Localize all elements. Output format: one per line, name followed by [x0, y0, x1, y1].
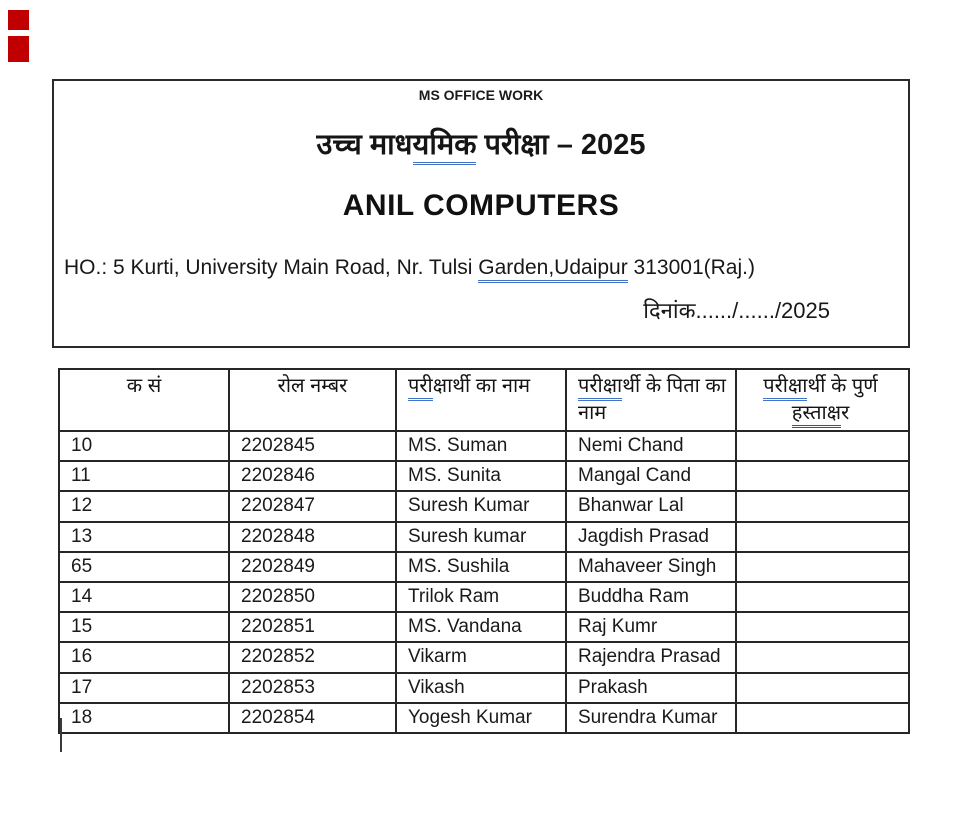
cell-roll[interactable]: 2202846 [229, 461, 396, 491]
address-text: 313001(Raj.) [627, 256, 755, 279]
cell-serial[interactable]: 17 [59, 673, 229, 703]
exam-title-text: उच्च माध [316, 129, 413, 161]
cell-roll[interactable]: 2202845 [229, 431, 396, 461]
cell-father[interactable]: Nemi Chand [566, 431, 736, 461]
cell-name[interactable]: Yogesh Kumar [396, 703, 566, 733]
cell-name[interactable]: MS. Sushila [396, 552, 566, 582]
cell-serial[interactable]: 13 [59, 522, 229, 552]
cell-signature[interactable] [736, 703, 909, 733]
table-row [59, 642, 909, 672]
cell-father[interactable]: Mahaveer Singh [566, 552, 736, 582]
table-row [59, 461, 909, 491]
table-row [59, 431, 909, 461]
text-cursor-caret[interactable] [60, 718, 62, 752]
cell-name[interactable]: MS. Vandana [396, 612, 566, 642]
table-row [59, 673, 909, 703]
cell-signature[interactable] [736, 673, 909, 703]
cell-signature[interactable] [736, 552, 909, 582]
cell-roll[interactable]: 2202852 [229, 642, 396, 672]
cell-roll[interactable]: 2202851 [229, 612, 396, 642]
cell-father[interactable]: Jagdish Prasad [566, 522, 736, 552]
header-serial: क सं [59, 369, 229, 431]
cell-name[interactable]: Suresh Kumar [396, 491, 566, 521]
grammar-flagged-text: परी [408, 375, 433, 401]
cell-serial[interactable]: 14 [59, 582, 229, 612]
table-header-row [59, 369, 909, 431]
exam-title [54, 127, 908, 163]
exam-title-text: परीक्षा – 2025 [476, 129, 646, 161]
candidate-table [58, 368, 910, 734]
cell-serial[interactable]: 11 [59, 461, 229, 491]
cell-serial[interactable]: 18 [59, 703, 229, 733]
cell-father[interactable]: Raj Kumr [566, 612, 736, 642]
cell-father[interactable]: Surendra Kumar [566, 703, 736, 733]
table-row [59, 491, 909, 521]
cell-signature[interactable] [736, 461, 909, 491]
grammar-flagged-text: परीक्षा [763, 375, 807, 401]
cell-signature[interactable] [736, 522, 909, 552]
cell-serial[interactable]: 12 [59, 491, 229, 521]
table-row [59, 612, 909, 642]
header-roll: रोल नम्बर [229, 369, 396, 431]
cell-serial[interactable]: 65 [59, 552, 229, 582]
cell-serial[interactable]: 10 [59, 431, 229, 461]
table-row [59, 582, 909, 612]
header-father-name: परीक्षार्थी के पिता का नाम [566, 369, 736, 431]
cell-signature[interactable] [736, 431, 909, 461]
cell-name[interactable]: Trilok Ram [396, 582, 566, 612]
cell-father[interactable]: Buddha Ram [566, 582, 736, 612]
cell-father[interactable]: Rajendra Prasad [566, 642, 736, 672]
letterhead-box [52, 79, 910, 348]
cell-signature[interactable] [736, 491, 909, 521]
cell-roll[interactable]: 2202853 [229, 673, 396, 703]
cell-name[interactable]: MS. Sunita [396, 461, 566, 491]
table-row [59, 552, 909, 582]
cell-signature[interactable] [736, 582, 909, 612]
cell-signature[interactable] [736, 612, 909, 642]
org-name: ANIL COMPUTERS [342, 189, 620, 222]
cell-father[interactable]: Prakash [566, 673, 736, 703]
address-line [54, 256, 908, 280]
cell-name[interactable]: Suresh kumar [396, 522, 566, 552]
grammar-flagged-text: परीक्षा [578, 375, 622, 401]
cell-serial[interactable]: 15 [59, 612, 229, 642]
cell-serial[interactable]: 16 [59, 642, 229, 672]
red-corner-mark [8, 36, 29, 62]
table-row [59, 703, 909, 733]
cell-roll[interactable]: 2202850 [229, 582, 396, 612]
cell-father[interactable]: Bhanwar Lal [566, 491, 736, 521]
grammar-flagged-text: Garden,Udaipur [478, 256, 627, 283]
grammar-flagged-text: यमिक [413, 129, 477, 165]
red-corner-mark [8, 10, 29, 30]
cell-name[interactable]: Vikash [396, 673, 566, 703]
table-row [59, 522, 909, 552]
cell-roll[interactable]: 2202849 [229, 552, 396, 582]
cell-father[interactable]: Mangal Cand [566, 461, 736, 491]
grammar-flagged-text: हस्ताक्ष [792, 402, 841, 428]
cell-roll[interactable]: 2202848 [229, 522, 396, 552]
cell-name[interactable]: MS. Suman [396, 431, 566, 461]
header-name: परीक्षार्थी का नाम [396, 369, 566, 431]
cell-roll[interactable]: 2202847 [229, 491, 396, 521]
watermark-label: MS OFFICE WORK [418, 87, 544, 103]
cell-roll[interactable]: 2202854 [229, 703, 396, 733]
address-text: HO.: 5 Kurti, University Main Road, Nr. Tulsi [64, 256, 479, 279]
cell-name[interactable]: Vikarm [396, 642, 566, 672]
cell-signature[interactable] [736, 642, 909, 672]
date-line: दिनांक....../....../2025 [643, 298, 830, 323]
header-signature: परीक्षार्थी के पुर्ण हस्ताक्षर [736, 369, 909, 431]
